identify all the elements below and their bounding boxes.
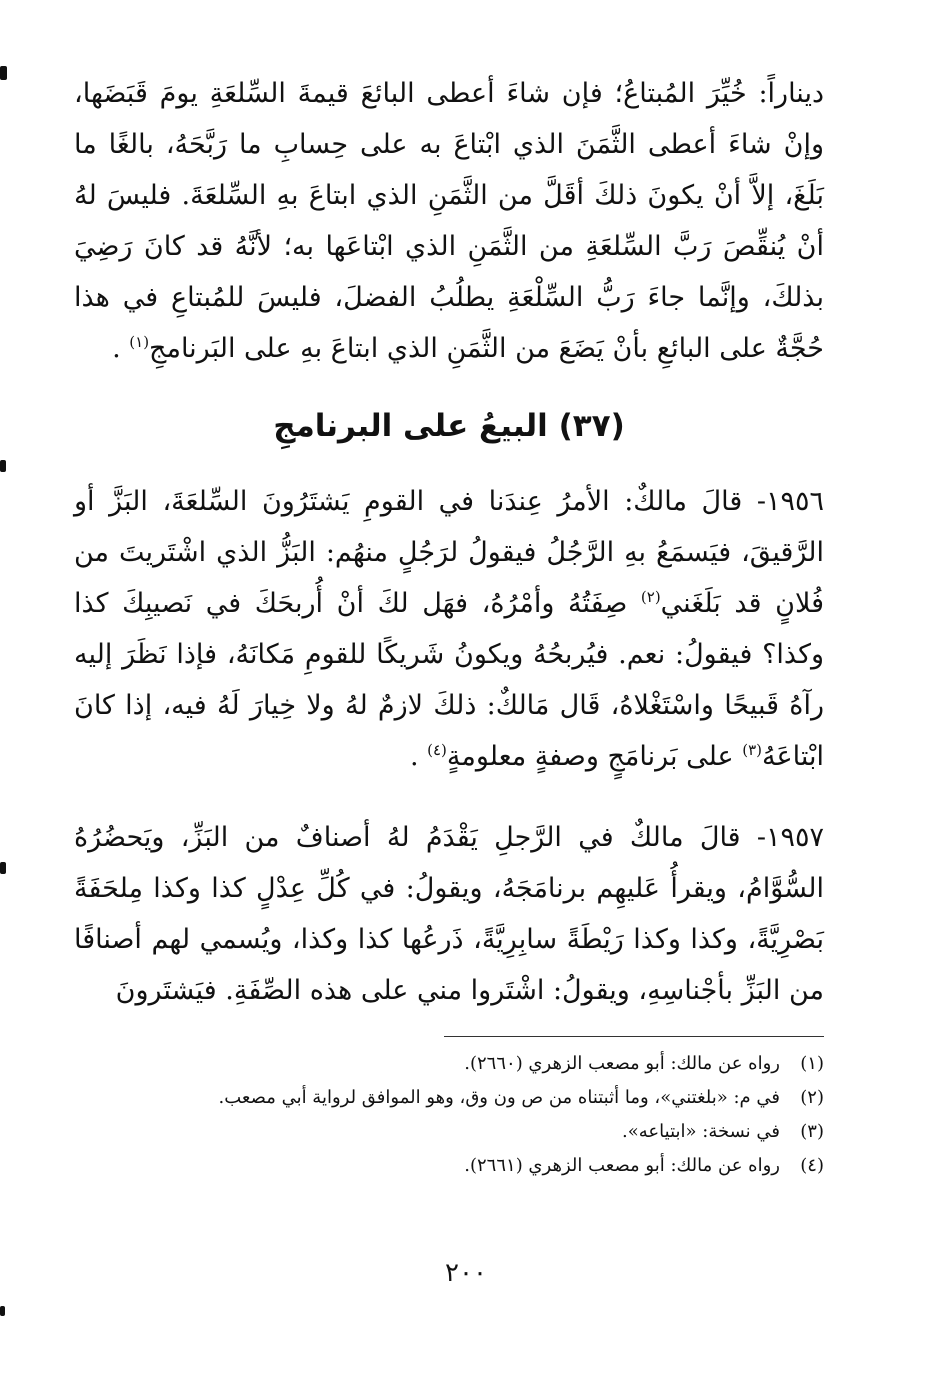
paragraph-1956-part2: صِفَتُهُ وأمْرُهُ، فهَل لكَ أنْ أُربحَكَ في نَصيبِكَ كذا وكذا؟ فيقولُ: نعم. فيُربحُهُ ويكونُ شَريكًا للقومِ مَكانَهُ، فإذا نَظَرَ إليه رآهُ قَبيحًا واسْتَغْلاهُ، قَال مَالكٌ: ذلكَ لازمٌ لهُ ولا خِيارَ لَهُ فيه، إذا كانَ ابْتاعَهُ — [74, 588, 824, 772]
intro-end: . — [112, 333, 130, 364]
page-number: ٢٠٠ — [445, 1258, 487, 1288]
footnote-number: (١) — [800, 1053, 824, 1074]
paragraph-1956-part4: . — [409, 741, 428, 772]
paragraph-1957: ١٩٥٧- قالَ مالكٌ في الرَّجلِ يَقْدَمُ لهُ أصنافٌ من البَزِّ، ويَحضُرُهُ السُّوَّامُ، ويقرأُ عَليهِم برنامَجَهُ، ويقولُ: في كُلِّ عِدْلٍ كذا وكذا مِلحَفَةً بَصْرِيَّةً، وكذا وكذا رَيْطَةً سابِرِيَّةً، ذَرعُها كذا وكذا، ويُسمي لهم أصنافًا من البَزِّ بأجْناسِهِ، ويقولُ: اشْتَروا مني على هذه الصِّفَةِ. فيَشتَرونَ — [74, 822, 824, 1006]
scan-mark-bottom — [0, 1306, 5, 1316]
paragraph-gap — [74, 782, 824, 812]
footnote-1 — [74, 1047, 824, 1081]
footnote-number: (٣) — [800, 1121, 824, 1142]
footnote-number: (٤) — [800, 1155, 824, 1176]
footnote-4 — [74, 1149, 824, 1183]
paragraph-1956-part3: على بَرنامَجٍ وصفةٍ معلومةٍ — [446, 741, 743, 772]
footnote-3 — [74, 1115, 824, 1149]
footnote-ref-4[interactable]: (٤) — [427, 741, 447, 759]
footnotes — [74, 1047, 824, 1183]
footnote-divider — [444, 1036, 824, 1037]
scan-mark-middle-upper — [0, 460, 6, 472]
intro-text: ديناراً: خُيِّرَ المُبتاعُ؛ فإن شاءَ أعطى البائعَ قيمةَ السِّلعَةِ يومَ قَبَضَها، وإنْ شاءَ أعطى الثَّمَنَ الذي ابْتاعَ به على حِسابِ ما رَبَّحَهُ، بالغًا ما بَلَغَ، إلاَّ أنْ يكونَ ذلكَ أقَلَّ من الثَّمَنِ الذي ابتاعَ بهِ السِّلعَةَ. فليسَ لهُ أنْ يُنقِّصَ رَبَّ السِّلعَةِ من الثَّمَنِ الذي ابْتاعَها به؛ لأنَّهُ قد كانَ رَضِيَ بذلكَ، وإنَّما جاءَ رَبُّ السِّلْعَةِ يطلُبُ الفضلَ، فليسَ للمُبتاعِ في هذا حُجَّةٌ على البائعِ بأنْ يَضَعَ من الثَّمَنِ الذي ابتاعَ بهِ على البَرنامجِ — [74, 78, 824, 364]
intro-paragraph — [74, 68, 824, 374]
page-body — [74, 68, 824, 1183]
footnote-text: في نسخة: «ابتياعه». — [622, 1121, 780, 1142]
footnote-ref-2[interactable]: (٢) — [640, 588, 661, 606]
paragraph-1956-part1: ١٩٥٦- قالَ مالكٌ: الأمرُ عِندَنا في القومِ يَشتَرُونَ السِّلعَةَ، البَزَّ أو الرَّقيقَ، فيَسمَعُ بهِ الرَّجُلُ فيقولُ لرَجُلٍ منهُم: البَزُّ الذي اشْتَريتَ من فُلانٍ قد بَلَغَني — [74, 486, 824, 619]
footnote-text: رواه عن مالك: أبو مصعب الزهري (٢٦٦١). — [464, 1155, 780, 1176]
section-heading: (٣٧) البيعُ على البرنامجِ — [273, 408, 625, 444]
scan-mark-top — [0, 66, 7, 80]
footnote-text: رواه عن مالك: أبو مصعب الزهري (٢٦٦٠). — [464, 1053, 780, 1074]
footnote-text: في م: «بلغتني»، وما أثبتناه من ص ون وق، وهو الموافق لرواية أبي مصعب. — [218, 1087, 780, 1108]
footnote-2 — [74, 1081, 824, 1115]
footnote-ref-1[interactable]: (١) — [129, 333, 150, 351]
footnote-ref-3[interactable]: (٣) — [742, 741, 763, 759]
paragraph-1956 — [74, 476, 824, 782]
footnote-number: (٢) — [800, 1087, 824, 1108]
scan-mark-middle-lower — [0, 862, 6, 874]
